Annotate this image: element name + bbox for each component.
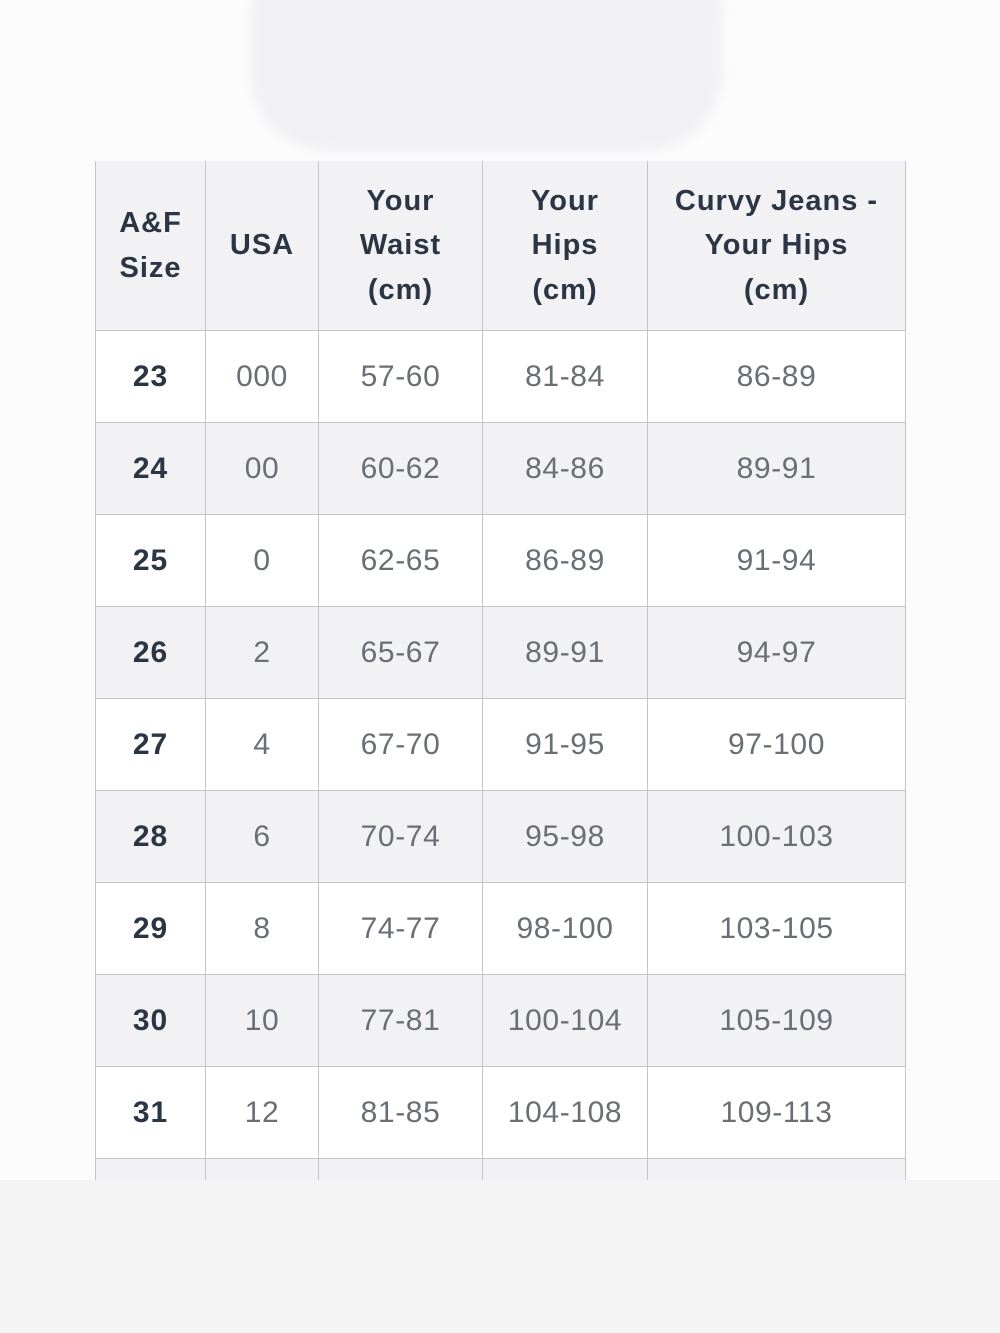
value-cell: 100-103 — [648, 791, 906, 883]
table-row-26 — [96, 607, 906, 699]
value-cell — [206, 1159, 319, 1181]
value-cell: 70-74 — [319, 791, 483, 883]
value-cell: 81-84 — [483, 331, 648, 423]
bottom-background-band — [0, 1180, 1000, 1333]
column-header-line: (cm) — [532, 273, 598, 306]
value-cell: 109-113 — [648, 1067, 906, 1159]
af-size-cell: 27 — [96, 699, 206, 791]
value-cell — [483, 1159, 648, 1181]
value-cell: 74-77 — [319, 883, 483, 975]
size-chart-table — [95, 161, 906, 1180]
column-header-3 — [483, 161, 648, 331]
column-header-1 — [206, 161, 319, 331]
af-size-cell: 25 — [96, 515, 206, 607]
table-row-29 — [96, 883, 906, 975]
column-header-2 — [319, 161, 483, 331]
value-cell: 86-89 — [483, 515, 648, 607]
value-cell: 81-85 — [319, 1067, 483, 1159]
table-row-28 — [96, 791, 906, 883]
value-cell: 89-91 — [648, 423, 906, 515]
top-background-shape — [250, 0, 722, 152]
value-cell: 84-86 — [483, 423, 648, 515]
value-cell: 10 — [206, 975, 319, 1067]
size-chart-body — [96, 331, 906, 1181]
value-cell: 67-70 — [319, 699, 483, 791]
af-size-cell: 28 — [96, 791, 206, 883]
value-cell: 91-95 — [483, 699, 648, 791]
value-cell: 89-91 — [483, 607, 648, 699]
table-row-24 — [96, 423, 906, 515]
column-header-line: Hips — [531, 229, 599, 262]
column-header-4 — [648, 161, 906, 331]
af-size-cell: 26 — [96, 607, 206, 699]
column-header-line: (cm) — [743, 273, 810, 306]
value-cell: 77-81 — [319, 975, 483, 1067]
column-header-line: USA — [229, 229, 295, 262]
value-cell: 103-105 — [648, 883, 906, 975]
value-cell: 6 — [206, 791, 319, 883]
column-header-line: Size — [119, 251, 182, 284]
size-chart-container — [95, 161, 907, 1180]
value-cell: 60-62 — [319, 423, 483, 515]
af-size-cell: 30 — [96, 975, 206, 1067]
value-cell: 86-89 — [648, 331, 906, 423]
value-cell: 4 — [206, 699, 319, 791]
value-cell: 62-65 — [319, 515, 483, 607]
value-cell: 2 — [206, 607, 319, 699]
af-size-cell: 24 — [96, 423, 206, 515]
value-cell: 104-108 — [483, 1067, 648, 1159]
value-cell: 97-100 — [648, 699, 906, 791]
value-cell: 98-100 — [483, 883, 648, 975]
af-size-cell: 31 — [96, 1067, 206, 1159]
value-cell: 8 — [206, 883, 319, 975]
value-cell — [319, 1159, 483, 1181]
value-cell: 12 — [206, 1067, 319, 1159]
value-cell: 95-98 — [483, 791, 648, 883]
value-cell: 91-94 — [648, 515, 906, 607]
table-row-31 — [96, 1067, 906, 1159]
column-header-line: Curvy Jeans - — [674, 185, 879, 218]
value-cell: 57-60 — [319, 331, 483, 423]
value-cell: 65-67 — [319, 607, 483, 699]
column-header-line: Your — [366, 185, 435, 218]
column-header-line: A&F — [119, 207, 182, 240]
table-row-25 — [96, 515, 906, 607]
column-header-line: Waist — [359, 229, 442, 262]
value-cell: 100-104 — [483, 975, 648, 1067]
table-row-27 — [96, 699, 906, 791]
value-cell — [648, 1159, 906, 1181]
column-header-line: Your — [531, 185, 599, 218]
value-cell: 00 — [206, 423, 319, 515]
table-row-30 — [96, 975, 906, 1067]
column-header-line: Your Hips — [704, 229, 849, 262]
column-header-line: (cm) — [367, 273, 434, 306]
table-row-23 — [96, 331, 906, 423]
value-cell: 000 — [206, 331, 319, 423]
value-cell — [96, 1159, 206, 1181]
table-row-partial — [96, 1159, 906, 1181]
value-cell: 0 — [206, 515, 319, 607]
header-row — [96, 161, 906, 331]
af-size-cell: 23 — [96, 331, 206, 423]
value-cell: 105-109 — [648, 975, 906, 1067]
value-cell: 94-97 — [648, 607, 906, 699]
af-size-cell: 29 — [96, 883, 206, 975]
column-header-0 — [96, 161, 206, 331]
